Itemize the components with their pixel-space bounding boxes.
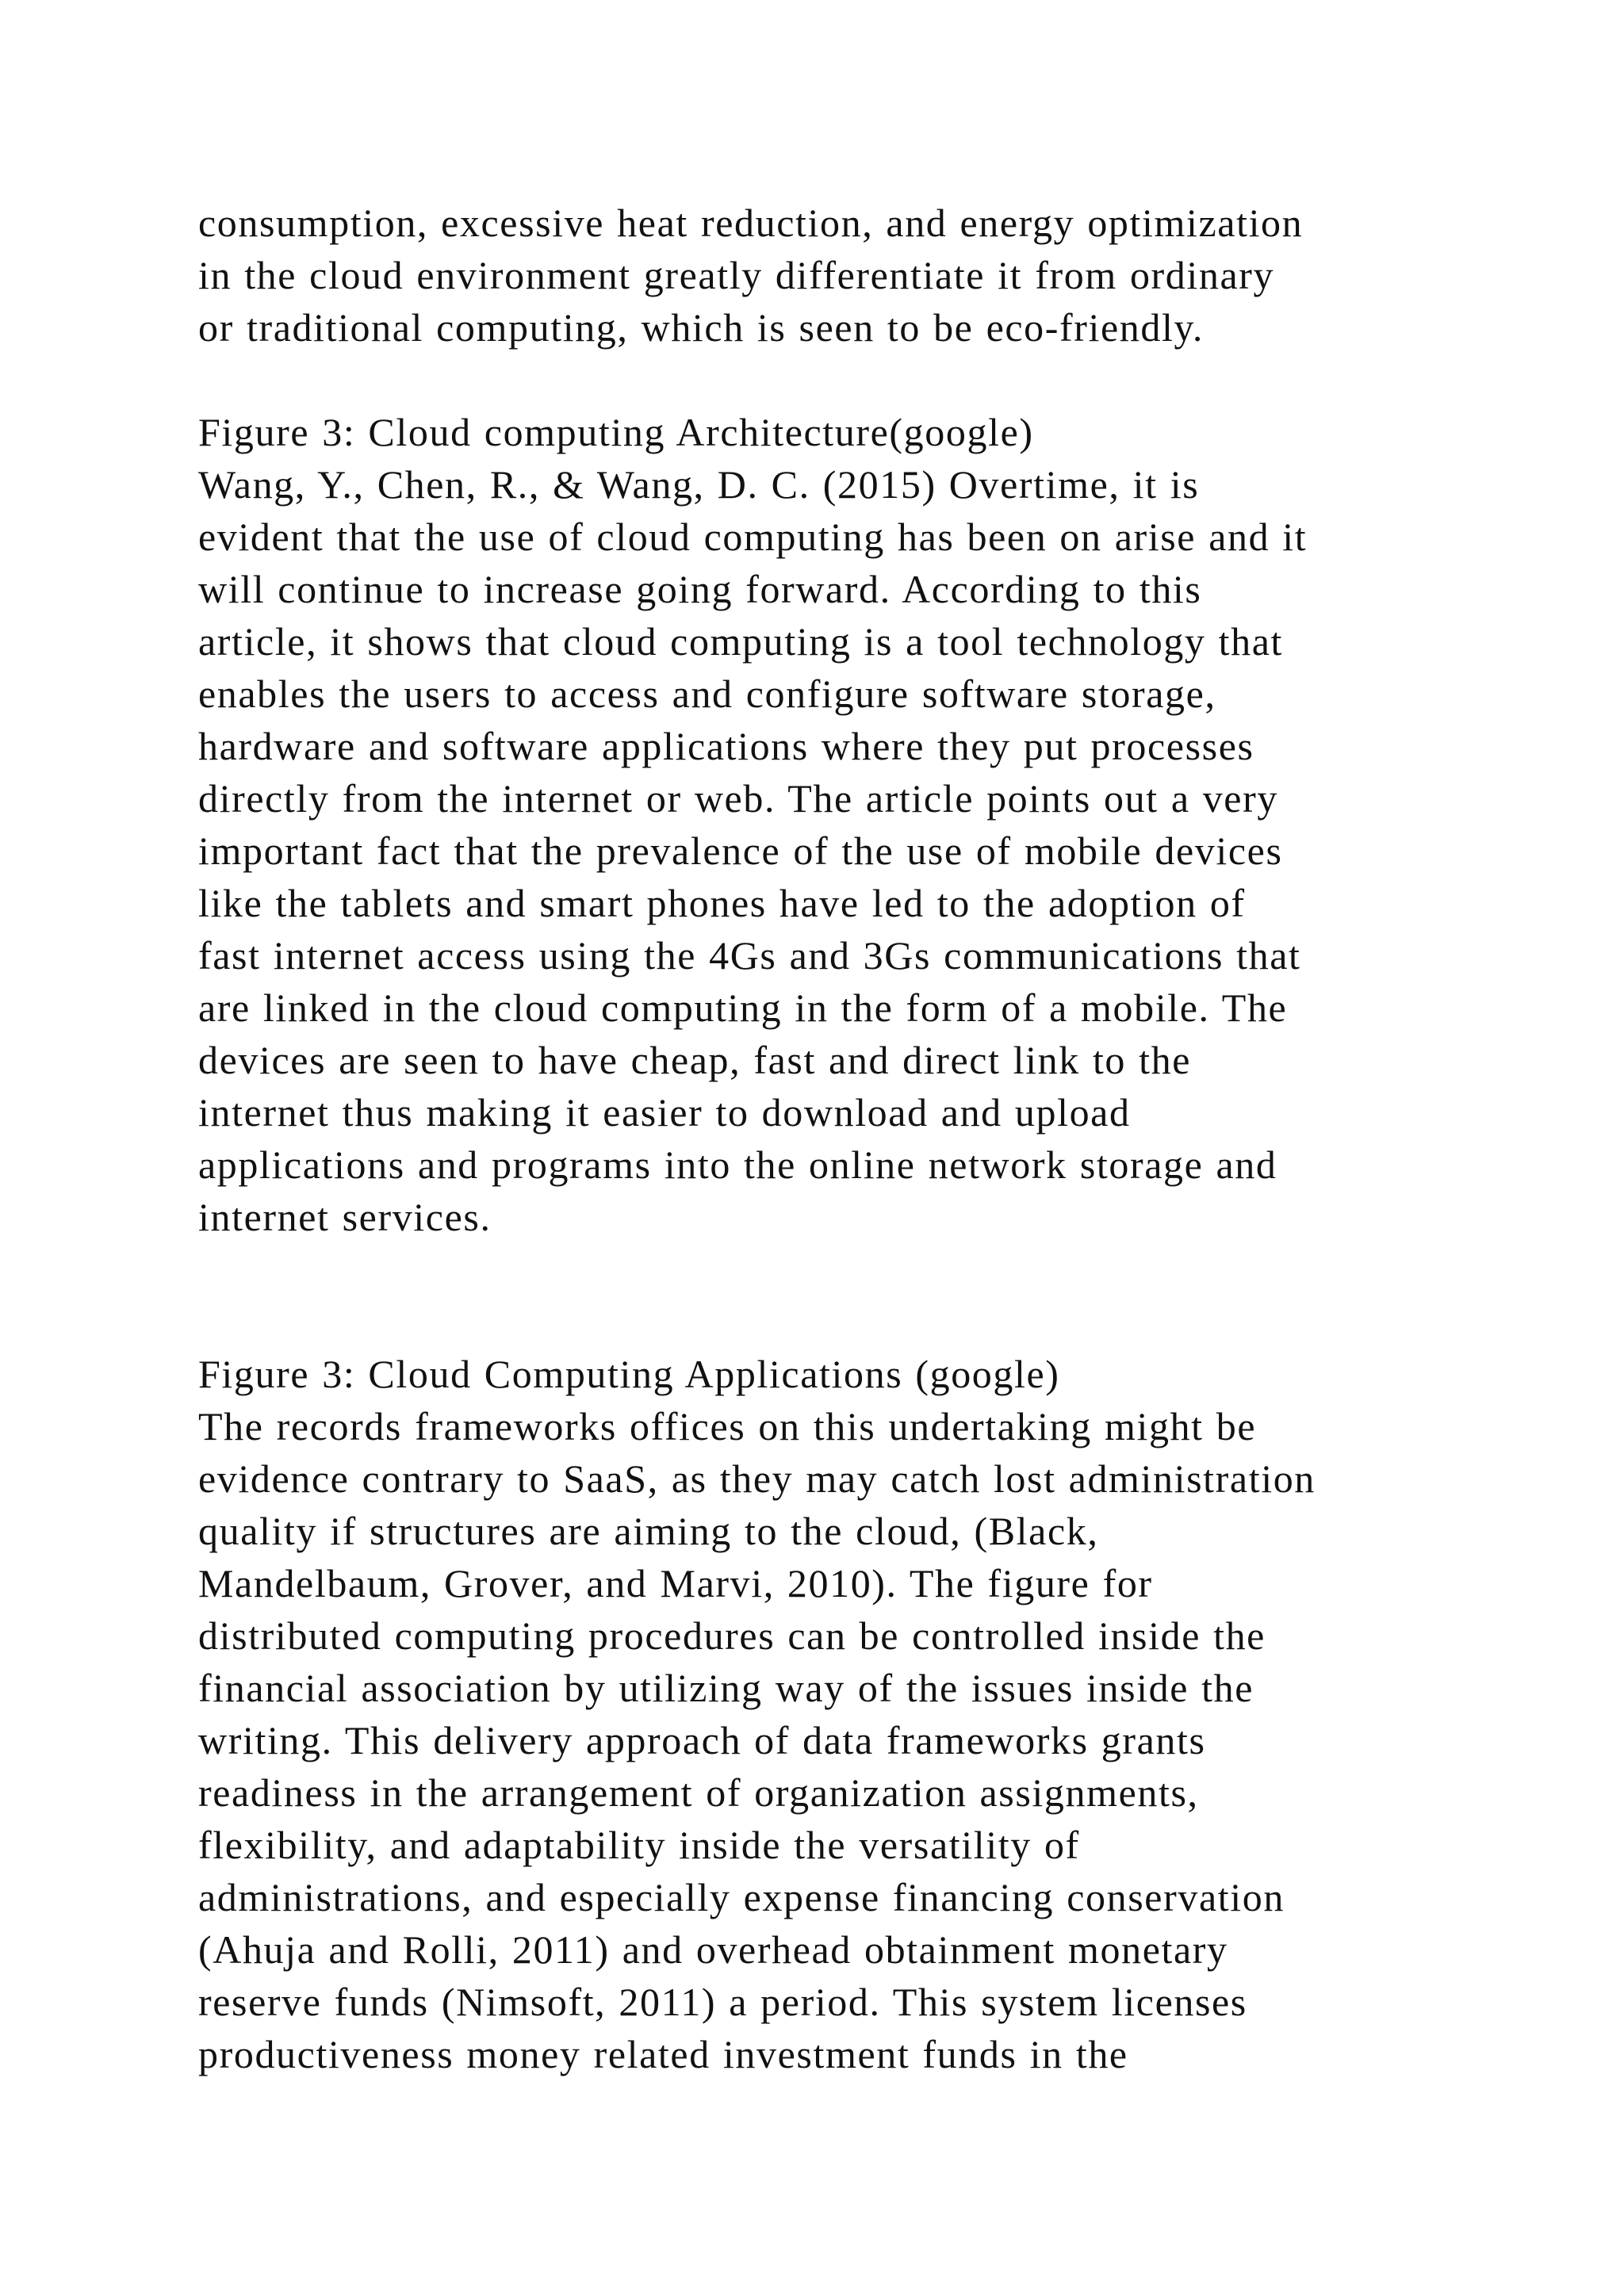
text-line: reserve funds (Nimsoft, 2011) a period. This system licenses (198, 1980, 1247, 2024)
text-line: Wang, Y., Chen, R., & Wang, D. C. (2015) Overtime, it is (198, 462, 1200, 507)
text-line: directly from the internet or web. The article points out a very (198, 776, 1278, 821)
text-line: like the tablets and smart phones have led to the adoption of (198, 881, 1246, 925)
text-line: in the cloud environment greatly differentiate it from ordinary (198, 253, 1275, 297)
text-line: or traditional computing, which is seen to be eco-friendly. (198, 305, 1204, 350)
text-line: enables the users to access and configure software storage, (198, 672, 1216, 716)
text-line: evident that the use of cloud computing has been on arise and it (198, 515, 1308, 559)
text-line: writing. This delivery approach of data frameworks grants (198, 1718, 1206, 1762)
figure-caption: Figure 3: Cloud Computing Applications (google) (198, 1352, 1060, 1396)
text-line: will continue to increase going forward. According to this (198, 567, 1202, 611)
text-line: financial association by utilizing way of the issues inside the (198, 1666, 1254, 1710)
text-line: internet thus making it easier to download and upload (198, 1090, 1131, 1135)
figure-caption: Figure 3: Cloud computing Architecture(google) (198, 410, 1034, 454)
text-line: distributed computing procedures can be controlled inside the (198, 1613, 1266, 1658)
text-line: flexibility, and adaptability inside the versatility of (198, 1823, 1080, 1867)
text-line: readiness in the arrangement of organization assignments, (198, 1770, 1199, 1815)
text-line: applications and programs into the online network storage and (198, 1142, 1277, 1187)
text-line: administrations, and especially expense financing conservation (198, 1875, 1285, 1919)
text-line: consumption, excessive heat reduction, and energy optimization (198, 201, 1304, 245)
text-line: (Ahuja and Rolli, 2011) and overhead obtainment monetary (198, 1927, 1228, 1972)
text-line: quality if structures are aiming to the cloud, (Black, (198, 1509, 1099, 1553)
text-line: hardware and software applications where they put processes (198, 724, 1254, 768)
text-line: The records frameworks offices on this undertaking might be (198, 1404, 1257, 1448)
text-line: are linked in the cloud computing in the form of a mobile. The (198, 985, 1288, 1030)
text-line: evidence contrary to SaaS, as they may catch lost administration (198, 1456, 1316, 1501)
text-line: article, it shows that cloud computing is a tool technology that (198, 619, 1284, 664)
text-line: internet services. (198, 1195, 492, 1239)
text-line: fast internet access using the 4Gs and 3Gs communications that (198, 933, 1301, 978)
text-line: productiveness money related investment funds in the (198, 2032, 1128, 2076)
text-line: Mandelbaum, Grover, and Marvi, 2010). The figure for (198, 1561, 1153, 1605)
text-line: devices are seen to have cheap, fast and direct link to the (198, 1038, 1192, 1082)
text-line: important fact that the prevalence of the use of mobile devices (198, 828, 1283, 873)
